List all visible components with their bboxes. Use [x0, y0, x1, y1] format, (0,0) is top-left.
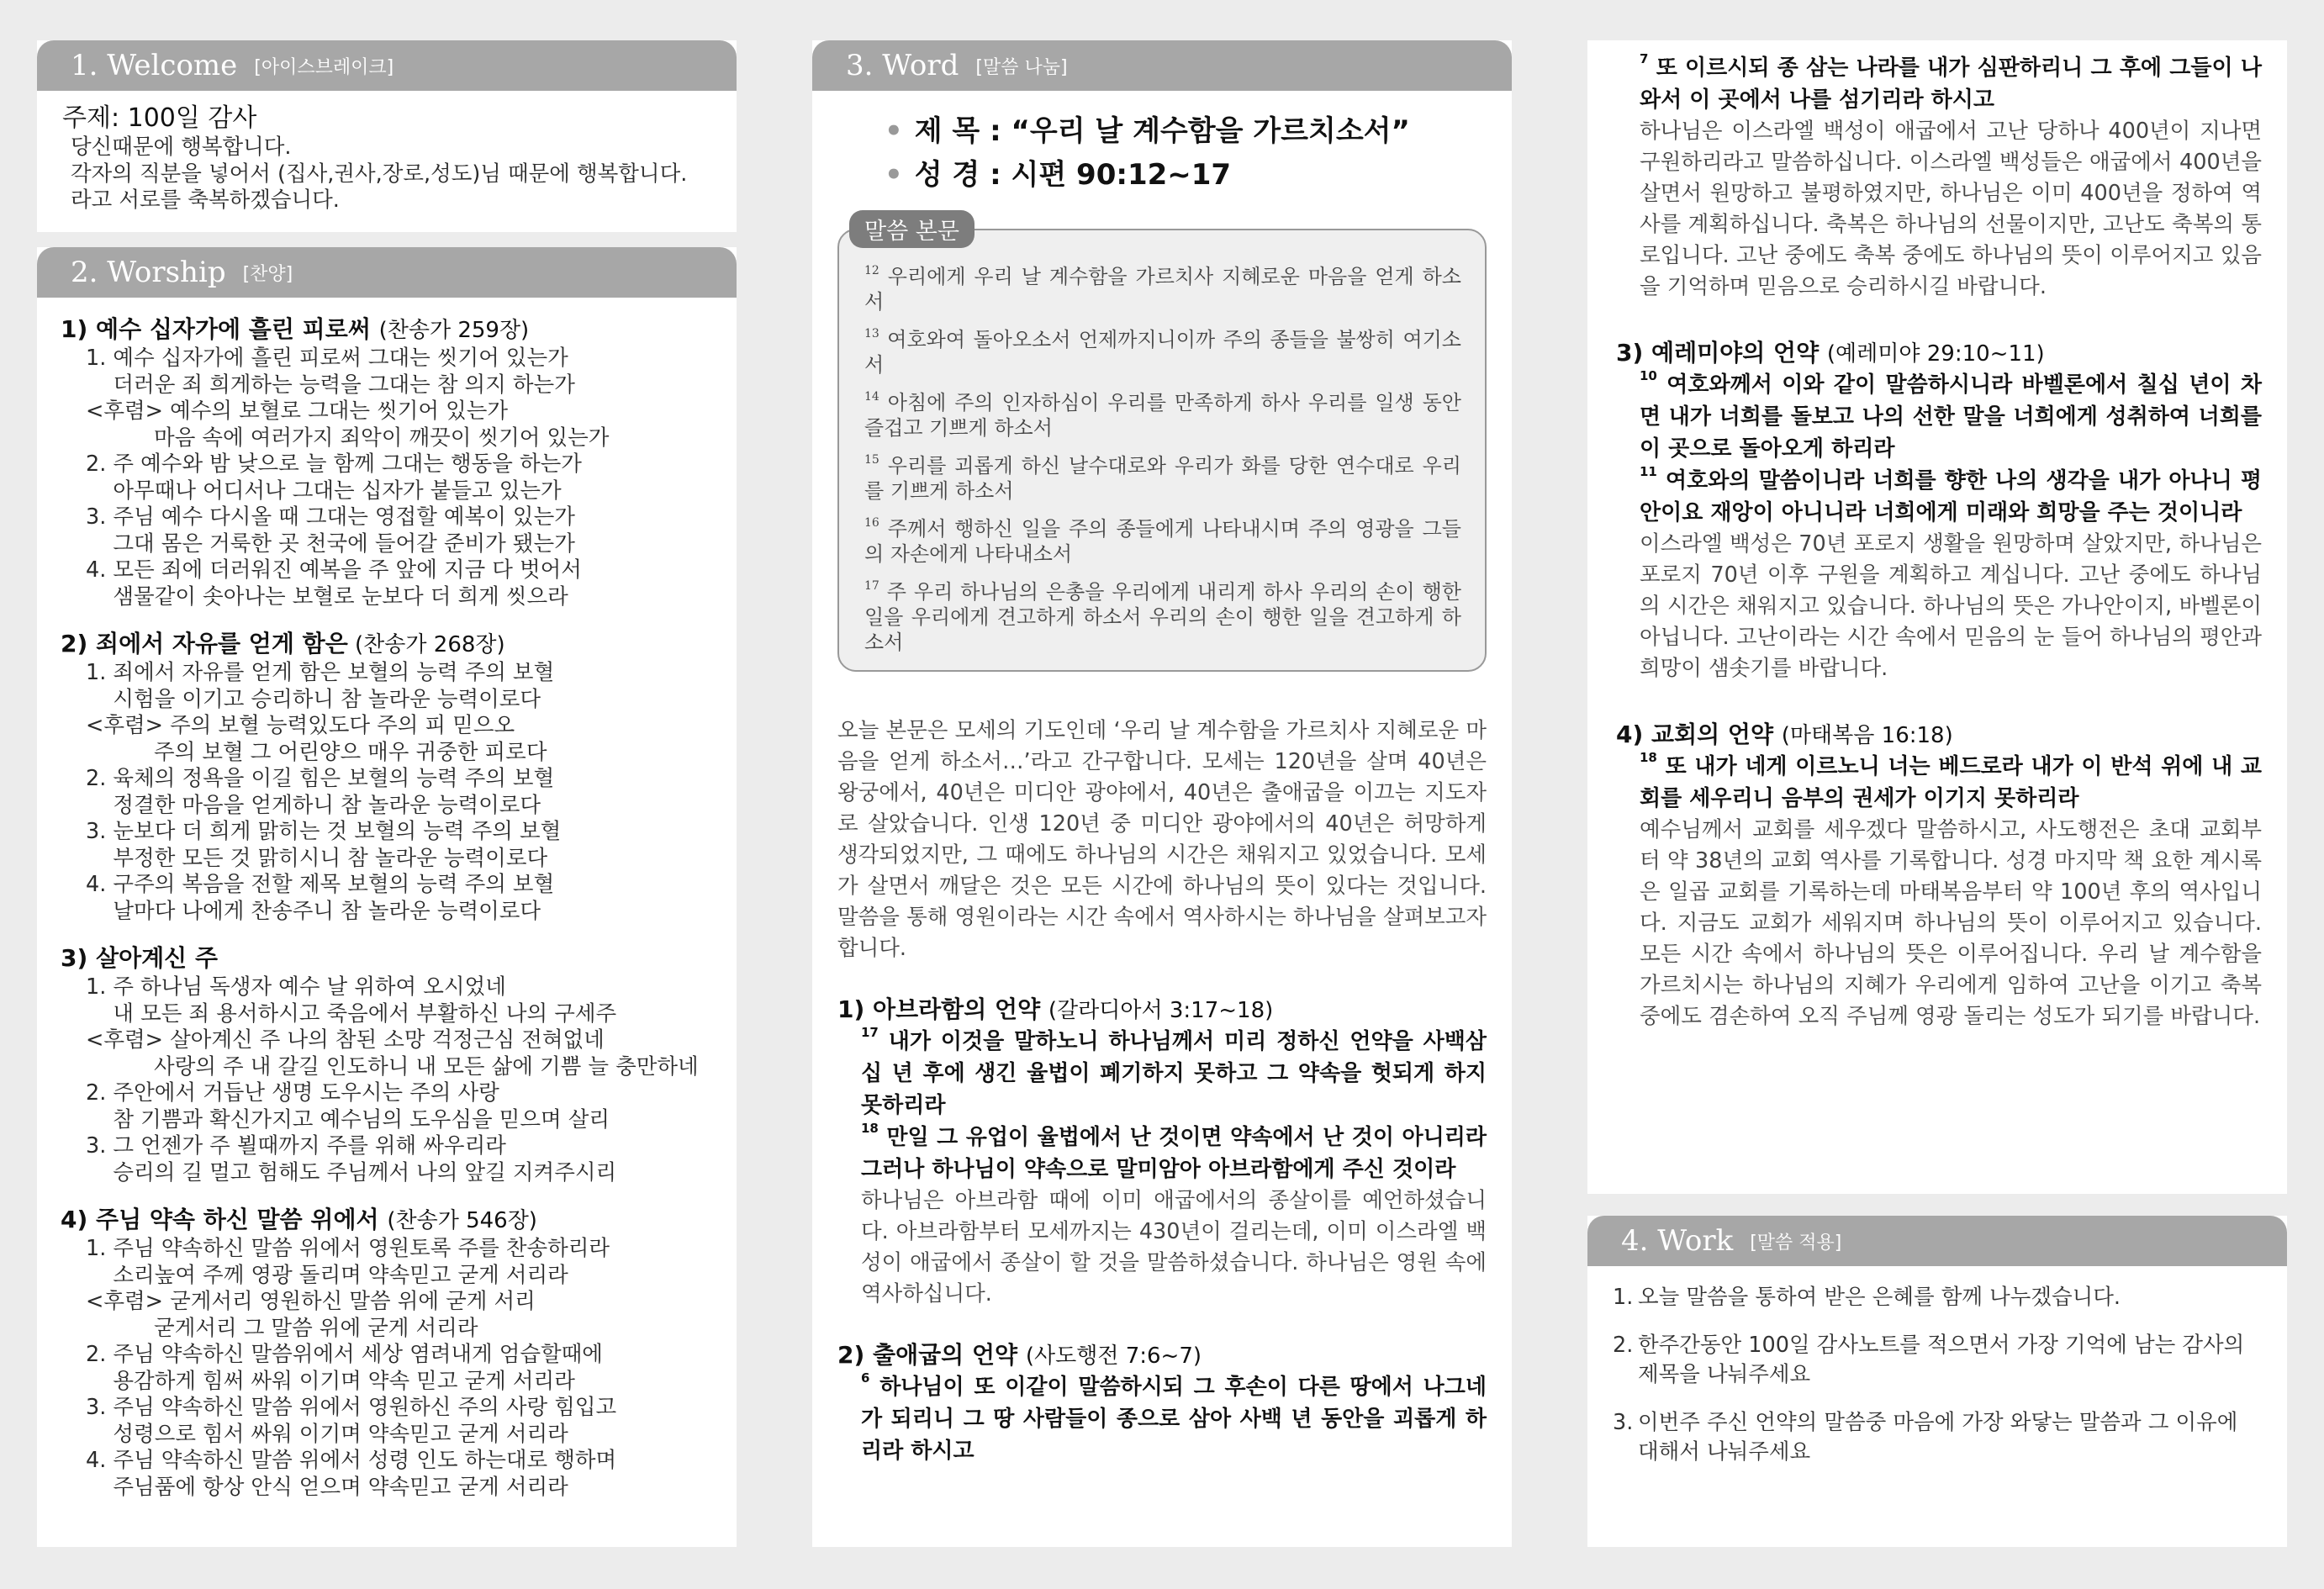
song: [61, 629, 737, 925]
lyric-line: 승리의 길 멀고 험해도 주님께서 나의 앞길 지켜주시리: [86, 1159, 617, 1185]
covenant-verse: $^7$ 또 이르시되 종 삼는 나라를 내가 심판하리니 그 후에 그들이 나와서 이 곳에서 나를 섬기리라 하시고: [1640, 51, 2262, 113]
word-continued: [1587, 40, 2287, 1194]
welcome-section: [37, 40, 737, 232]
welcome-line: 라고 서로를 축복하겠습니다.: [71, 187, 340, 213]
lyric-line: 3. 주님 약속하신 말씀 위에서 영원하신 주의 사랑 힘입고: [86, 1395, 617, 1420]
lyric-line: 마음 속에 여러가지 죄악이 깨끗이 씻기어 있는가: [86, 425, 610, 451]
lyric-line: <후렴> 예수의 보혈로 그대는 씻기어 있는가: [86, 399, 509, 424]
song: [61, 1205, 737, 1501]
scripture-verse: $^{13}$ 여호와여 돌아오소서 언제까지니이까 주의 종들을 불쌍히 여기소서: [864, 327, 1461, 377]
scripture-verse: $^{16}$ 주께서 행하신 일을 주의 종들에게 나타내시며 주의 영광을 그들의 자손에게 나타내소서: [864, 516, 1461, 566]
song: [61, 943, 737, 1186]
scripture-ref: • 성 경 : 시편 90:12~17: [885, 158, 1232, 192]
covenant-verse: $^{11}$ 여호와의 말씀이니라 너희를 향한 나의 생각을 내가 아나니 평안이요 재앙이 아니니라 너희에게 미래와 희망을 주는 것이니라: [1640, 464, 2262, 525]
work-item: 2. 한주간동안 100일 감사노트를 적으면서 가장 기억에 남는 감사의 제목을 나눠주세요: [1613, 1333, 2245, 1387]
word-title: 3. Word: [846, 49, 959, 82]
scripture-textbox: [837, 229, 1487, 672]
lyric-line: 더러운 죄 희게하는 능력을 그대는 참 의지 하는가: [86, 372, 575, 398]
lyric-line: 3. 주님 예수 다시올 때 그대는 영접할 예복이 있는가: [86, 504, 575, 530]
worship-title: 2. Worship: [71, 256, 226, 289]
covenant-body: 하나님은 이스라엘 백성이 애굽에서 고난 당하나 400년이 지나면 구원하리라고 말씀하십니다. 이스라엘 백성들은 애굽에서 400년을 살면서 원망하고 불평하였지만, 하나님은 이미 400년을 정하여 역사를 계획하십니다. 축복은 하나님의 선물이지만, 고난도 축복의 통로입니다. 고난 중에도 축복 중에도 하나님의 뜻이 이루어지고 있음을 기억하며 믿음으로 승리하시길 바랍니다.: [1640, 119, 2263, 299]
song-heading: 4) 주님 약속 하신 말씀 위에서 (찬송가 546장): [61, 1206, 537, 1233]
covenant-body: 예수님께서 교회를 세우겠다 말씀하시고, 사도행전은 초대 교회부터 약 38년의 교회 역사를 기록합니다. 성경 마지막 책 요한 계시록은 일곱 교회를 기록하는데 마태복음부터 약 100년 후의 역사입니다. 지금도 교회가 세워지며 하나님의 뜻이 이루어지고 있습니다. 모든 시간 속에서 하나님의 뜻은 이루어집니다. 우리 날 계수함을 가르치시는 하나님의 지혜가 우리에게 임하여 고난을 이기고 축복 중에도 겸손하여 오직 주님께 영광 돌리는 성도가 되기를 바랍니다.: [1640, 817, 2262, 1029]
lyric-line: 부정한 모든 것 맑히시니 참 놀라운 능력이로다: [86, 845, 548, 871]
worship-section: [37, 247, 737, 1547]
covenant-heading: 3) 예레미야의 언약 (예레미야 29:10~11): [1616, 339, 2045, 367]
lyric-line: 1. 죄에서 자유를 얻게 함은 보혈의 능력 주의 보혈: [86, 660, 555, 685]
covenant-section: [837, 1340, 1487, 1467]
lyric-line: 주님품에 항상 안식 얻으며 약속믿고 굳게 서리라: [86, 1474, 568, 1500]
covenant-body: 이스라엘 백성은 70년 포로지 생활을 원망하며 살았지만, 하나님은 포로지 70년 이후 구원을 계획하고 계십니다. 고난 중에도 하나님의 시간은 채워지고 있습니다. 하나님의 뜻은 가나안이지, 바벨론이 아닙니다. 고난이라는 시간 속에서 믿음의 눈 들어 하나님의 평안과 희망이 샘솟기를 바랍니다.: [1640, 531, 2262, 681]
lyric-line: 내 모든 죄 용서하시고 죽음에서 부활하신 나의 구세주: [86, 1000, 617, 1027]
lyric-line: 시험을 이기고 승리하니 참 놀라운 능력이로다: [86, 686, 541, 712]
word-section: [812, 40, 1512, 1547]
lyric-line: 참 기쁨과 확신가지고 예수님의 도우심을 믿으며 살리: [86, 1106, 610, 1132]
work-subtitle: [말씀 적용]: [1750, 1232, 1842, 1254]
work-header: [1587, 1216, 2287, 1266]
covenant-heading: 4) 교회의 언약 (마태복음 16:18): [1616, 721, 1953, 748]
covenant-verse: $^6$ 하나님이 또 이같이 말씀하시되 그 후손이 다른 땅에서 나그네가 되리니 그 땅 사람들이 종으로 삼아 사백 년 동안을 괴롭게 하리라 하시고: [861, 1370, 1487, 1464]
lyric-line: 1. 주님 약속하신 말씀 위에서 영원토록 주를 찬송하리라: [86, 1236, 610, 1261]
lyric-line: 4. 모든 죄에 더러워진 예복을 주 앞에 지금 다 벗어서: [86, 557, 582, 583]
lyric-line: 2. 육체의 정욕을 이길 힘은 보혈의 능력 주의 보혈: [86, 766, 555, 791]
bullet-icon: •: [885, 114, 903, 148]
lyric-line: 사랑의 주 내 갈길 인도하니 내 모든 삶에 기쁨 늘 충만하네: [86, 1053, 699, 1080]
lyric-line: 성령으로 힘서 싸워 이기며 약속믿고 굳게 서리라: [86, 1421, 568, 1447]
work-item: 1. 오늘 말씀을 통하여 받은 은혜를 함께 나누겠습니다.: [1613, 1285, 2121, 1310]
lyric-line: 아무때나 어디서나 그대는 십자가 붙들고 있는가: [86, 478, 562, 504]
lyric-line: 용감하게 힘써 싸워 이기며 약속 믿고 굳게 서리라: [86, 1368, 575, 1394]
lyric-line: 굳게서리 그 말씀 위에 굳게 서리라: [86, 1315, 478, 1341]
covenant-section: [837, 995, 1487, 1310]
lyric-line: 그대 몸은 거룩한 곳 천국에 들어갈 준비가 됐는가: [86, 531, 575, 557]
sermon-title: • 제 목 : “우리 날 계수함을 가르치소서”: [885, 114, 1410, 148]
covenant-verse: $^{18}$ 만일 그 유업이 율법에서 난 것이면 약속에서 난 것이 아니리라 그러나 하나님이 약속으로 말미암아 아브라함에게 주신 것이라: [861, 1121, 1487, 1182]
worship-header: [37, 247, 737, 298]
welcome-line: 당신때문에 행복합니다.: [71, 135, 292, 160]
song-heading: 2) 죄에서 자유를 얻게 함은 (찬송가 268장): [61, 630, 505, 657]
welcome-subtitle: [아이스브레이크]: [254, 56, 394, 78]
lyric-line: 날마다 나에게 찬송주니 참 놀라운 능력이로다: [86, 898, 541, 924]
covenant-body: 하나님은 아브라함 때에 이미 애굽에서의 종살이를 예언하셨습니다. 아브라함부터 모세까지는 430년이 걸리는데, 이미 이스라엘 백성이 애굽에서 종살이 할 것을 말씀하셨습니다. 하나님은 영원 속에 역사하십니다.: [861, 1188, 1487, 1307]
song-heading: 3) 살아계신 주: [61, 944, 219, 972]
lyric-line: 4. 주님 약속하신 말씀 위에서 성령 인도 하는대로 행하며: [86, 1448, 617, 1473]
scripture-verse: $^{15}$ 우리를 괴롭게 하신 날수대로와 우리가 화를 당한 연수대로 우리를 기쁘게 하소서: [864, 453, 1461, 503]
welcome-theme: 주제: 100일 감사: [62, 103, 257, 133]
song-heading: 1) 예수 십자가에 흘린 피로써 (찬송가 259장): [61, 315, 530, 343]
textbox-label: 말씀 본문: [849, 210, 974, 248]
lyric-line: 정결한 마음을 얻게하니 참 놀라운 능력이로다: [86, 792, 541, 818]
work-item: 3. 이번주 주신 언약의 말씀중 마음에 가장 와닿는 말씀과 그 이유에 대해서 나눠주세요: [1613, 1410, 2238, 1465]
lyric-line: 2. 주님 약속하신 말씀위에서 세상 염려내게 엄습할때에: [86, 1342, 603, 1367]
lyric-line: 2. 주안에서 거듭난 생명 도우시는 주의 사랑: [86, 1080, 499, 1106]
word-header: [812, 40, 1512, 91]
work-title: 4. Work: [1621, 1224, 1734, 1258]
lyric-line: 4. 구주의 복음을 전할 제목 보혈의 능력 주의 보혈: [86, 872, 555, 897]
lyric-line: 3. 그 언젠가 주 뵐때까지 주를 위해 싸우리라: [86, 1133, 506, 1159]
covenant-verse: $^{17}$ 내가 이것을 말하노니 하나님께서 미리 정하신 언약을 사백삼십 년 후에 생긴 율법이 폐기하지 못하고 그 약속을 헛되게 하지 못하리라: [861, 1025, 1487, 1118]
welcome-header: [37, 40, 737, 91]
covenant-verse: $^{18}$ 또 내가 네게 이르노니 너는 베드로라 내가 이 반석 위에 내 교회를 세우리니 음부의 권세가 이기지 못하리라: [1640, 750, 2262, 811]
scripture-verse: $^{17}$ 주 우리 하나님의 은총을 우리에게 내리게 하사 우리의 손이 행한 일을 우리에게 견고하게 하소서 우리의 손이 행한 일을 견고하게 하소서: [864, 579, 1461, 654]
lyric-line: 1. 예수 십자가에 흘린 피로써 그대는 씻기어 있는가: [86, 346, 568, 371]
work-section: [1587, 1216, 2287, 1547]
welcome-line: 각자의 직분을 넣어서 (집사,권사,장로,성도)님 때문에 행복합니다.: [71, 161, 688, 187]
lyric-line: 주의 보혈 그 어린양으 매우 귀중한 피로다: [86, 739, 547, 765]
word-subtitle: [말씀 나눔]: [975, 56, 1068, 78]
bullet-icon: •: [885, 158, 903, 192]
covenant-heading: 2) 출애굽의 언약 (사도행전 7:6~7): [837, 1341, 1202, 1369]
lyric-line: 샘물같이 솟아나는 보혈로 눈보다 더 희게 씻으라: [86, 583, 568, 610]
scripture-verse: $^{12}$ 우리에게 우리 날 계수함을 가르치사 지혜로운 마음을 얻게 하소서: [864, 264, 1461, 314]
lyric-line: 2. 주 예수와 밤 낮으로 늘 함께 그대는 행동을 하는가: [86, 451, 582, 477]
lyric-line: 소리높여 주께 영광 돌리며 약속믿고 굳게 서리라: [86, 1262, 568, 1288]
lyric-line: <후렴> 굳게서리 영원하신 말씀 위에 굳게 서리: [86, 1289, 536, 1314]
covenant-heading: 1) 아브라함의 언약 (갈라디아서 3:17~18): [837, 995, 1274, 1023]
welcome-title: 1. Welcome: [71, 49, 238, 82]
covenant-verse: $^{10}$ 여호와께서 이와 같이 말씀하시니라 바벨론에서 칠십 년이 차면 내가 너희를 돌보고 나의 선한 말을 너희에게 성취하여 너희를 이 곳으로 돌아오게 하리라: [1640, 368, 2262, 462]
lyric-line: <후렴> 살아계신 주 나의 참된 소망 걱정근심 전혀없네: [86, 1027, 605, 1053]
sermon-intro: 오늘 본문은 모세의 기도인데 ‘우리 날 계수함을 가르치사 지혜로운 마음을 얻게 하소서…’라고 간구합니다. 모세는 120년을 살며 40년은 왕궁에서, 40년은 미디안 광야에서, 40년은 출애굽을 이끄는 지도자로 살았습니다. 인생 120년 중 미디안 광야에서의 40년은 허망하게 생각되었지만, 그 때에도 하나님의 시간은 채워지고 있었습니다. 모세가 살면서 깨달은 것은 모든 시간에 하나님의 뜻이 있다는 것입니다. 말씀을 통해 영원이라는 시간 속에서 역사하시는 하나님을 살펴보고자 합니다.: [837, 718, 1487, 961]
scripture-verse: $^{14}$ 아침에 주의 인자하심이 우리를 만족하게 하사 우리를 일생 동안 즐겁고 기쁘게 하소서: [864, 390, 1461, 440]
lyric-line: 1. 주 하나님 독생자 예수 날 위하여 오시었네: [86, 974, 506, 1000]
lyric-line: <후렴> 주의 보혈 능력있도다 주의 피 믿으오: [86, 713, 515, 738]
lyric-line: 3. 눈보다 더 희게 맑히는 것 보혈의 능력 주의 보혈: [86, 819, 562, 844]
song: [61, 314, 737, 610]
worship-subtitle: [찬양]: [242, 263, 293, 285]
